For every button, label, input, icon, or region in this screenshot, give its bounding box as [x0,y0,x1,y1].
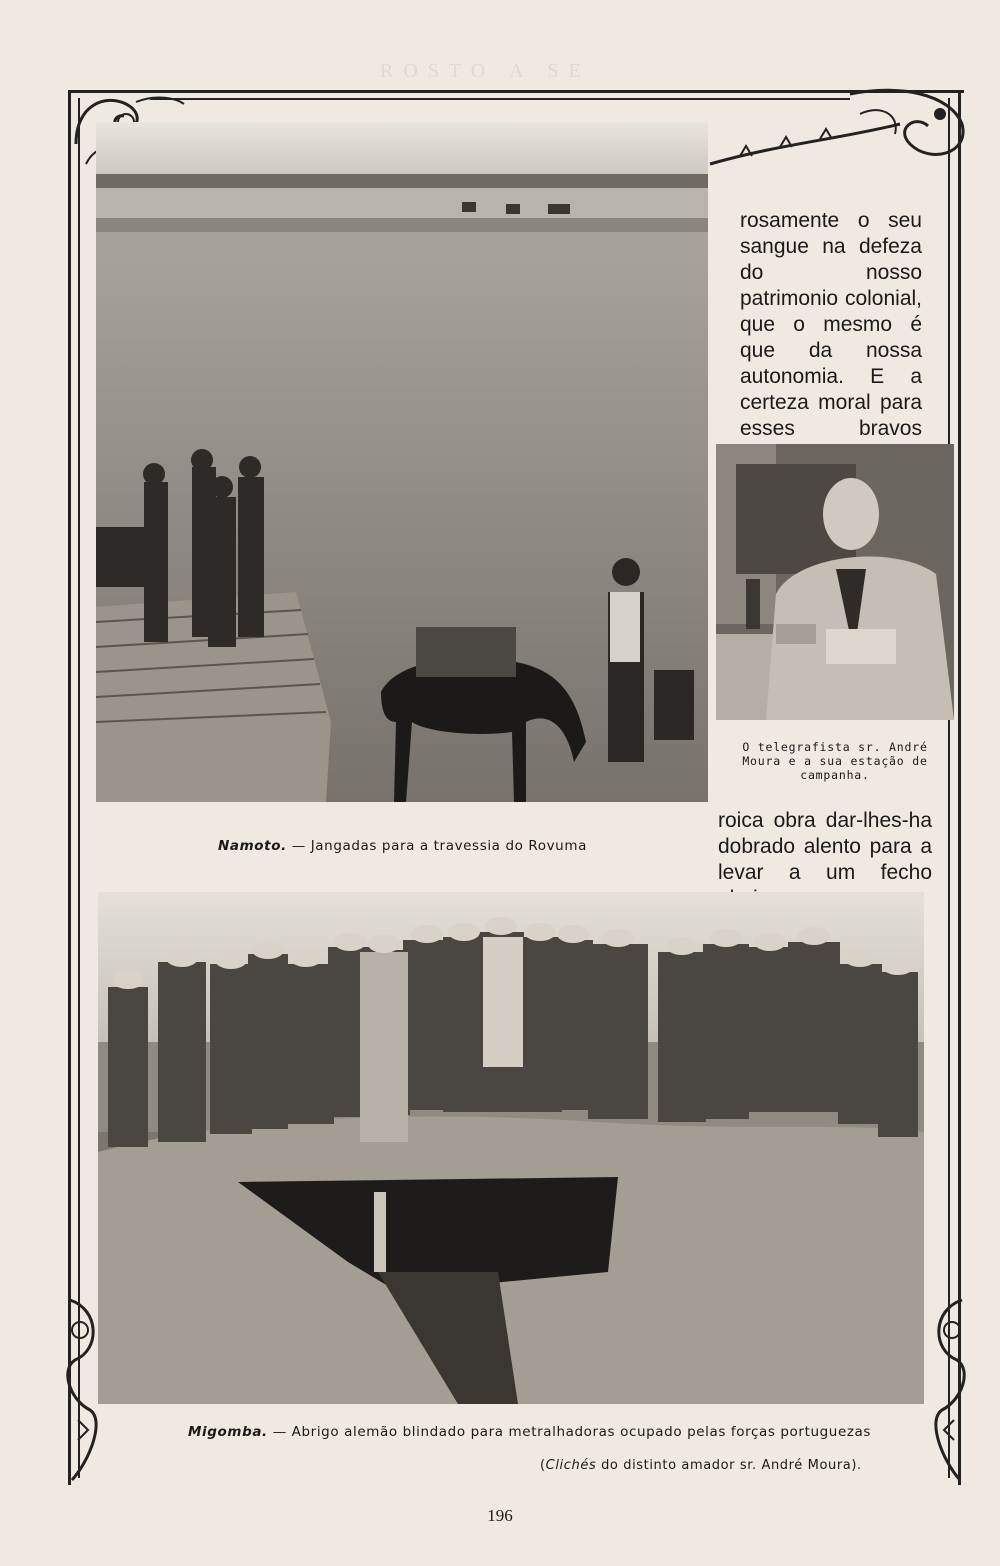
credit-rest: do distinto amador sr. André Moura). [596,1458,862,1473]
credit-cliches: Clichés [545,1458,597,1473]
article-text-bottom: roica obra dar-lhes-ha dobrado alento para a levar a um fecho [718,809,932,884]
photo-migomba-bunker [98,892,924,1404]
frame-left-border [68,90,71,1485]
bleed-through-header: ROSTO A SE [380,60,591,82]
ornament-bottom-right-icon [922,1290,972,1490]
caption-namoto-text: — Jangadas para a travessia do Rovuma [291,838,587,854]
caption-migomba-text: — Abrigo alemão blindado para metralhadoras ocupado pelas forças portuguezas [272,1424,872,1440]
credit-open-paren: ( [540,1458,546,1473]
photo-credit [540,1458,862,1473]
page-number: 196 [487,1506,513,1525]
article-text-top: rosamente o seu sangue na defeza do nosso patrimonio colonial, que o mesmo é que da nossa autonomia. E a certeza moral para esses bravos [740,209,922,440]
caption-namoto-place: Namoto. [218,838,287,854]
caption-namoto [218,838,587,854]
caption-telegrafista: O telegrafista sr. André Moura e a sua estação de campanha. [742,740,928,782]
frame-right-inner-border [948,98,950,1478]
photo-telegrafista [716,444,954,720]
caption-migomba-place: Migomba. [188,1424,268,1440]
ornament-top-right-icon [700,84,970,184]
photo-namoto-river-rafts [96,122,708,802]
frame-left-inner-border [78,98,80,1478]
frame-right-border [958,90,961,1485]
caption-migomba [188,1424,871,1440]
